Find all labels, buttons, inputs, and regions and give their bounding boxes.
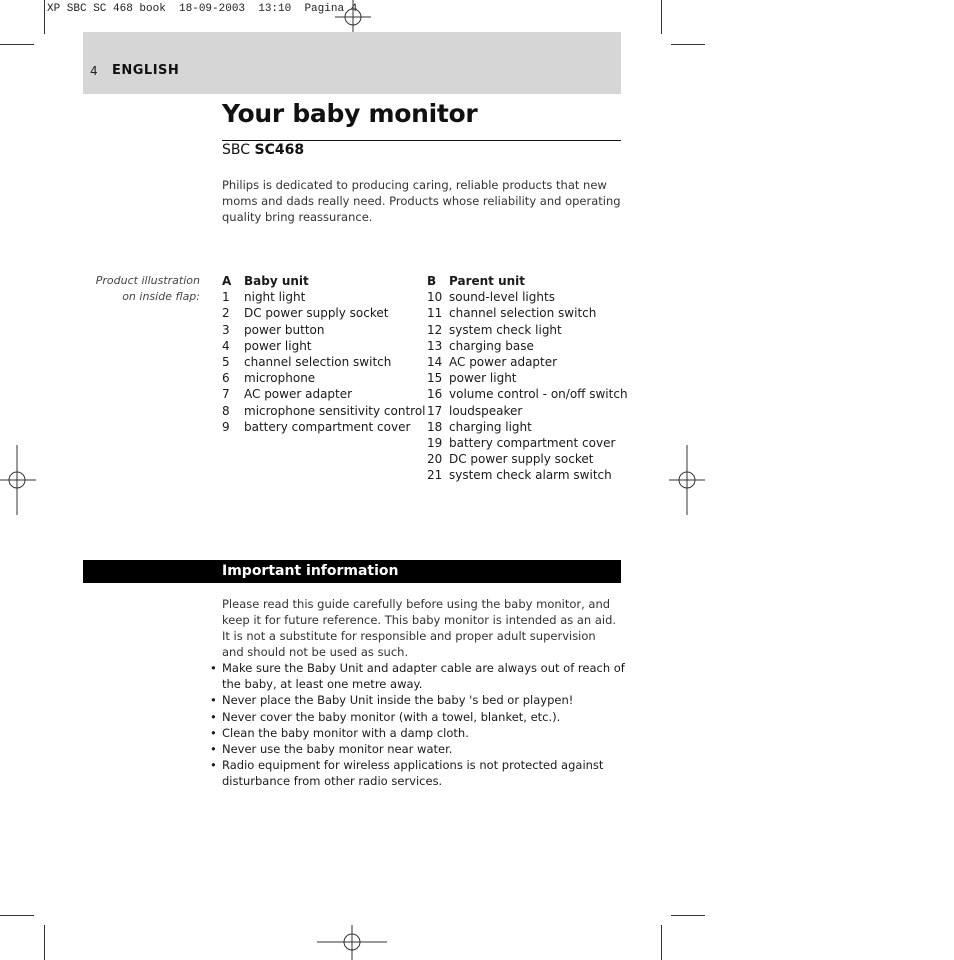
item-number: 4 bbox=[222, 338, 230, 353]
bullet-item bbox=[210, 709, 625, 725]
bullet-icon: • bbox=[210, 661, 217, 675]
print-slug: XP SBC SC 468 book 18-09-2003 13:10 Pagina 4 bbox=[47, 3, 358, 15]
item-label: DC power supply socket bbox=[449, 452, 594, 467]
item-number: 1 bbox=[222, 290, 230, 305]
bullet-item bbox=[210, 725, 625, 741]
bullet-text: Never place the Baby Unit inside the baby 's bed or playpen! bbox=[222, 693, 574, 708]
model-number bbox=[222, 142, 304, 158]
item-label: system check alarm switch bbox=[449, 468, 612, 483]
bullet-icon: • bbox=[210, 742, 217, 757]
registration-mark-icon bbox=[317, 925, 387, 960]
crop-mark bbox=[44, 0, 45, 34]
crop-mark bbox=[44, 925, 45, 960]
crop-mark bbox=[661, 0, 662, 34]
item-number: 8 bbox=[222, 403, 230, 418]
section-letter: A bbox=[222, 274, 232, 288]
item-number: 10 bbox=[427, 290, 443, 305]
bullet-text: Make sure the Baby Unit and adapter cable are always out of reach of the baby, at least one metre away. bbox=[222, 661, 625, 692]
bullet-item bbox=[210, 660, 625, 692]
section-title: Parent unit bbox=[449, 274, 526, 288]
crop-mark bbox=[671, 44, 705, 45]
item-number: 21 bbox=[427, 468, 443, 483]
important-paragraph: Please read this guide carefully before using the baby monitor, and keep it for future reference. This baby monitor is intended as an aid. It is not a substitute for responsible and proper adult supervision and should not be used as such. bbox=[222, 597, 617, 659]
item-label: volume control - on/off switch bbox=[449, 387, 628, 402]
item-number: 5 bbox=[222, 355, 230, 370]
list-item bbox=[427, 338, 628, 354]
item-number: 14 bbox=[427, 355, 443, 370]
title-divider bbox=[222, 140, 621, 141]
item-number: 11 bbox=[427, 306, 443, 321]
item-number: 6 bbox=[222, 371, 230, 386]
parent-unit-list bbox=[427, 273, 628, 484]
bullet-item bbox=[210, 741, 625, 757]
item-label: night light bbox=[244, 290, 306, 305]
list-item bbox=[427, 435, 628, 451]
registration-mark-icon bbox=[0, 445, 36, 515]
list-item bbox=[427, 289, 628, 305]
item-label: system check light bbox=[449, 322, 562, 337]
bullet-item bbox=[210, 692, 625, 708]
list-item bbox=[222, 370, 426, 386]
list-item bbox=[222, 419, 426, 435]
registration-mark-icon bbox=[669, 445, 705, 515]
bullet-item bbox=[210, 757, 625, 789]
item-number: 2 bbox=[222, 306, 230, 321]
bullet-icon: • bbox=[210, 758, 217, 773]
item-label: power button bbox=[244, 322, 325, 337]
list-item bbox=[427, 419, 628, 435]
list-item bbox=[427, 354, 628, 370]
page-title: Your baby monitor bbox=[222, 99, 478, 128]
item-label: battery compartment cover bbox=[244, 419, 411, 434]
baby-unit-list bbox=[222, 273, 426, 435]
list-item bbox=[222, 386, 426, 402]
model-code: SC468 bbox=[254, 142, 305, 158]
list-item bbox=[222, 305, 426, 321]
bullet-text: Never cover the baby monitor (with a towel, blanket, etc.). bbox=[222, 709, 561, 724]
item-label: power light bbox=[244, 338, 312, 353]
item-label: channel selection switch bbox=[449, 306, 597, 321]
item-number: 3 bbox=[222, 322, 230, 337]
item-label: DC power supply socket bbox=[244, 306, 389, 321]
section-heading: Important information bbox=[222, 563, 399, 579]
item-label: microphone sensitivity control bbox=[244, 403, 426, 418]
list-item bbox=[427, 322, 628, 338]
registration-mark-icon bbox=[335, 0, 371, 34]
safety-bullet-list bbox=[210, 660, 625, 790]
language-label: ENGLISH bbox=[112, 63, 180, 78]
intro-paragraph: Philips is dedicated to producing caring, reliable products that new moms and dads really need. Products whose reliability and operating quality bring reassurance. bbox=[222, 178, 621, 224]
list-item bbox=[427, 403, 628, 419]
item-number: 13 bbox=[427, 338, 443, 353]
list-item bbox=[222, 289, 426, 305]
item-number: 19 bbox=[427, 436, 443, 451]
item-label: sound-level lights bbox=[449, 290, 555, 305]
item-label: channel selection switch bbox=[244, 355, 392, 370]
list-item bbox=[222, 338, 426, 354]
item-label: battery compartment cover bbox=[449, 436, 616, 451]
item-label: AC power adapter bbox=[449, 355, 558, 370]
bullet-icon: • bbox=[210, 725, 217, 740]
item-label: power light bbox=[449, 371, 517, 386]
list-item bbox=[222, 403, 426, 419]
list-item bbox=[222, 322, 426, 338]
item-label: charging base bbox=[449, 338, 534, 353]
page-number: 4 bbox=[90, 64, 98, 78]
list-item bbox=[222, 354, 426, 370]
section-title: Baby unit bbox=[244, 274, 309, 288]
item-number: 9 bbox=[222, 419, 230, 434]
crop-mark bbox=[661, 925, 662, 960]
bullet-text: Clean the baby monitor with a damp cloth. bbox=[222, 725, 469, 740]
list-item bbox=[427, 451, 628, 467]
crop-mark bbox=[0, 44, 34, 45]
parent-unit-heading bbox=[427, 273, 628, 289]
model-prefix: SBC bbox=[222, 142, 251, 158]
bullet-icon: • bbox=[210, 693, 217, 708]
item-number: 7 bbox=[222, 387, 230, 402]
list-item bbox=[427, 386, 628, 402]
item-label: AC power adapter bbox=[244, 387, 353, 402]
list-item bbox=[427, 467, 628, 483]
item-number: 18 bbox=[427, 419, 443, 434]
item-number: 12 bbox=[427, 322, 443, 337]
crop-mark bbox=[671, 915, 705, 916]
item-label: microphone bbox=[244, 371, 316, 386]
item-number: 17 bbox=[427, 403, 443, 418]
bullet-text: Never use the baby monitor near water. bbox=[222, 742, 453, 757]
side-note: Product illustration on inside flap: bbox=[95, 274, 200, 303]
item-label: loudspeaker bbox=[449, 403, 523, 418]
item-number: 20 bbox=[427, 452, 443, 467]
bullet-text: Radio equipment for wireless applications is not protected against disturbance from other radio services. bbox=[222, 758, 604, 789]
item-number: 15 bbox=[427, 371, 443, 386]
item-number: 16 bbox=[427, 387, 443, 402]
crop-mark bbox=[0, 915, 34, 916]
list-item bbox=[427, 370, 628, 386]
baby-unit-heading bbox=[222, 273, 426, 289]
list-item bbox=[427, 305, 628, 321]
bullet-icon: • bbox=[210, 709, 217, 724]
item-label: charging light bbox=[449, 419, 532, 434]
section-letter: B bbox=[427, 274, 437, 288]
